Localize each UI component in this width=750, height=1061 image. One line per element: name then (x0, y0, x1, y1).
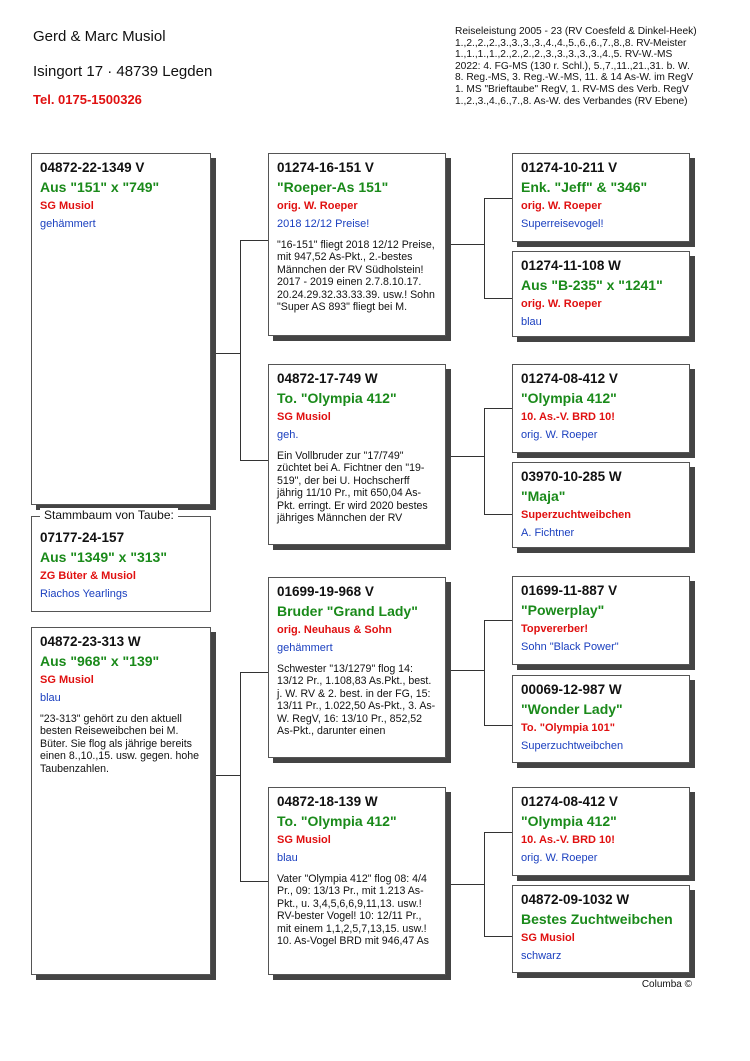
connector-line (484, 408, 485, 515)
ring-number: 01274-10-211 V (521, 160, 618, 175)
pigeon-name: To. "Olympia 412" (277, 813, 397, 829)
pigeon-name: "Roeper-As 151" (277, 179, 389, 195)
connector-line (484, 514, 512, 515)
ring-number: 01699-11-887 V (521, 583, 618, 598)
connector-line (446, 884, 484, 885)
performance-line: 1.,2.,3.,4.,6.,7.,8. As-W. des Verbandes (RV Ebene) (455, 95, 688, 107)
breeder: SG Musiol (40, 674, 94, 686)
great-grandparent-card (512, 462, 690, 548)
connector-line (484, 725, 512, 726)
connector-line (240, 672, 268, 673)
description: "23-313" gehört zu den aktuell besten Reiseweibchen bei M. Büter. Sie flog als jährige bereits einen 8.,10.,15. usw. gegen. hohe Taubenzahlen. (40, 713, 200, 775)
ring-number: 01274-08-412 V (521, 794, 618, 809)
color-note: 2018 12/12 Preise! (277, 218, 370, 230)
great-grandparent-card (512, 787, 690, 876)
granddam-maternal-card (268, 787, 446, 975)
connector-line (211, 353, 240, 354)
connector-line (240, 240, 268, 241)
connector-line (484, 298, 512, 299)
ring-number: 04872-17-749 W (277, 371, 378, 386)
great-grandparent-card (512, 576, 690, 665)
owner-address: Isingort 17 · 48739 Legden (33, 63, 213, 80)
breeder: orig. W. Roeper (521, 298, 602, 310)
pigeon-name: To. "Olympia 412" (277, 390, 397, 406)
ring-number: 03970-10-285 W (521, 469, 622, 484)
color-note: orig. W. Roeper (521, 429, 598, 441)
connector-line (211, 775, 240, 776)
copyright: Columba © (641, 979, 692, 990)
pigeon-name: Aus "968" x "139" (40, 653, 160, 669)
performance-line: 1.,1.,1.,1.,2.,2.,2.,2.,3.,3.,3.,3.,3.,4.,5. RV-W.-MS (455, 49, 673, 61)
pigeon-name: "Powerplay" (521, 602, 605, 618)
ring-number: 01274-11-108 W (521, 258, 621, 273)
pigeon-name: Aus "1349" x "313" (40, 549, 167, 565)
ring-number: 01274-16-151 V (277, 160, 374, 175)
ring-number: 07177-24-157 (40, 530, 125, 545)
color-note: blau (521, 316, 542, 328)
connector-line (446, 456, 484, 457)
color-note: Superreisevogel! (521, 218, 604, 230)
breeder: Superzuchtweibchen (521, 509, 632, 521)
breeder: SG Musiol (521, 932, 575, 944)
ring-number: 04872-18-139 W (277, 794, 378, 809)
breeder: SG Musiol (277, 411, 331, 423)
great-grandparent-card (512, 885, 690, 973)
granddam-paternal-card (268, 364, 446, 545)
description: Ein Vollbruder zur "17/749" züchtet bei A. Fichtner den "19-519", der bei U. Hochscherff jährig 11/10 Pr., mit 650,04 As-Pkt. erringt. Er wird 2020 bestes jähriges Männchen der RV (277, 450, 428, 525)
owner-phone: Tel. 0175-1500326 (33, 92, 142, 107)
great-grandparent-card (512, 364, 690, 453)
grandsire-paternal-card (268, 153, 446, 336)
pigeon-name: Aus "B-235" x "1241" (521, 277, 663, 293)
color-note: gehämmert (277, 642, 333, 654)
pigeon-name: Enk. "Jeff" & "346" (521, 179, 648, 195)
color-note: A. Fichtner (521, 527, 575, 539)
performance-line: 8. Reg.-MS, 3. Reg.-W.-MS, 11. & 14 As-W. im RegV (455, 72, 694, 84)
ring-number: 04872-22-1349 V (40, 160, 145, 175)
color-note: Superzuchtweibchen (521, 740, 624, 752)
description: "16-151" fliegt 2018 12/12 Preise, mit 947,52 As-Pkt., 2.-bestes Männchen der RV Südholstein! 2017 - 2019 einen 2.7.8.10.17. 20.24.29.32.33.33.39. usw.! Sohn "Super AS 893" fliegt bei M. (277, 239, 435, 314)
ring-number: 04872-09-1032 W (521, 892, 630, 907)
grandsire-maternal-card (268, 577, 446, 758)
breeder: SG Musiol (40, 200, 94, 212)
connector-line (240, 460, 268, 461)
note: Riachos Yearlings (40, 588, 128, 600)
connector-line (484, 936, 512, 937)
color-note: geh. (277, 429, 299, 441)
connector-line (446, 244, 484, 245)
connector-line (484, 832, 485, 937)
connector-line (484, 832, 512, 833)
breeder: Topvererber! (521, 623, 589, 635)
father-card (31, 153, 211, 505)
performance-line: 1. MS "Brieftaube" RegV, 1. RV-MS des Verb. RegV (455, 83, 689, 95)
pigeon-name: Bestes Zuchtweibchen (521, 911, 673, 927)
breeder: orig. Neuhaus & Sohn (277, 624, 392, 636)
breeder: 10. As.-V. BRD 10! (521, 411, 615, 423)
breeder: 10. As.-V. BRD 10! (521, 834, 615, 846)
breeder: orig. W. Roeper (521, 200, 602, 212)
breeder: ZG Büter & Musiol (40, 570, 136, 582)
subject-card (31, 508, 211, 612)
pigeon-name: "Olympia 412" (521, 390, 617, 406)
breeder: orig. W. Roeper (277, 200, 358, 212)
description: Vater "Olympia 412" flog 08: 4/4 Pr., 09: 13/13 Pr., mit 1.213 As-Pkt., u. 3,4,5,6,6,9,11,13. usw.! RV-bester Vogel! 10: 12/11 Pr., mit einem 1,1,2,5,7,13,15. usw.! 10. As-Vogel BRD mit 946,47 As (277, 873, 429, 948)
pigeon-name: Bruder "Grand Lady" (277, 603, 418, 619)
connector-line (240, 881, 268, 882)
connector-line (484, 620, 512, 621)
color-note: blau (40, 692, 61, 704)
pigeon-name: Aus "151" x "749" (40, 179, 160, 195)
great-grandparent-card (512, 153, 690, 242)
great-grandparent-card (512, 675, 690, 763)
performance-line: Reiseleistung 2005 - 23 (RV Coesfeld & Dinkel-Heek) (455, 26, 697, 37)
breeder: SG Musiol (277, 834, 331, 846)
breeder: To. "Olympia 101" (521, 722, 615, 734)
ring-number: 01274-08-412 V (521, 371, 618, 386)
color-note: orig. W. Roeper (521, 852, 598, 864)
performance-summary (455, 26, 745, 107)
performance-line: 1.,2.,2.,2.,3.,3.,3.,3.,4.,4.,5.,6.,6.,7.,8.,8. RV-Meister (455, 37, 687, 49)
pigeon-name: "Maja" (521, 488, 566, 504)
connector-line (240, 240, 241, 461)
mother-card (31, 627, 211, 975)
color-note: Sohn "Black Power" (521, 641, 619, 653)
pigeon-name: "Wonder Lady" (521, 701, 623, 717)
pigeon-name: "Olympia 412" (521, 813, 617, 829)
connector-line (484, 408, 512, 409)
owner-name: Gerd & Marc Musiol (33, 28, 166, 45)
connector-line (484, 198, 485, 299)
ring-number: 04872-23-313 W (40, 634, 141, 649)
description: Schwester "13/1279" flog 14: 13/12 Pr., 1.108,83 As.Pkt., best. j. W. RV & 2. best. in der FG, 15: 13/11 Pr., 1.022,50 As-Pkt., 3. As-W. RegV, 16: 13/10 Pr., 852,52 As-Pkt., darunter einen (277, 663, 436, 738)
color-note: schwarz (521, 950, 562, 962)
color-note: gehämmert (40, 218, 96, 230)
color-note: blau (277, 852, 298, 864)
pedigree-label: Stammbaum von Taube: (40, 508, 178, 522)
great-grandparent-card (512, 251, 690, 337)
ring-number: 01699-19-968 V (277, 584, 374, 599)
connector-line (240, 672, 241, 882)
connector-line (484, 620, 485, 726)
connector-line (484, 198, 512, 199)
performance-line: 2022: 4. FG-MS (130 r. Schl.), 5.,7.,11.,21.,31. b. W. (455, 60, 690, 72)
ring-number: 00069-12-987 W (521, 682, 622, 697)
connector-line (446, 670, 484, 671)
